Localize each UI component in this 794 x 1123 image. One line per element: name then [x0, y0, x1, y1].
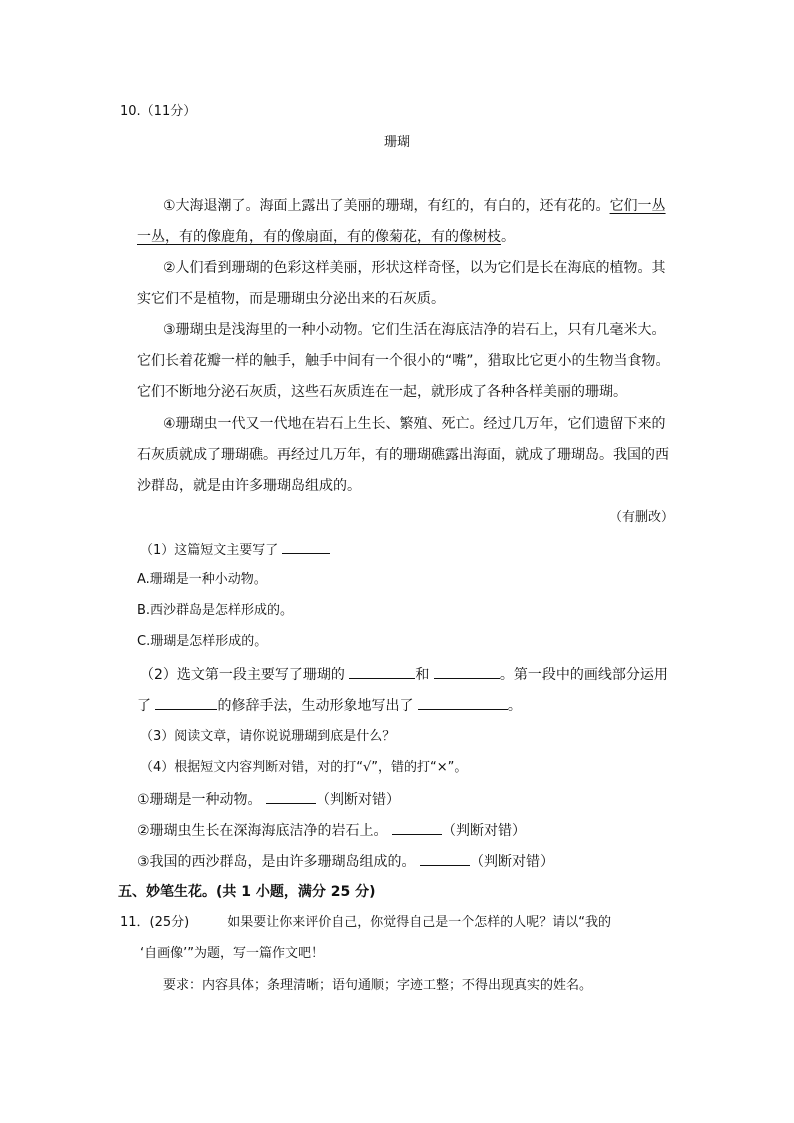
q1-option-c: C.珊瑚是怎样形成的。: [137, 634, 268, 649]
q2-text-e: 的修辞手法，生动形象地写出了: [217, 698, 414, 714]
question-number: 10.（11分）: [120, 104, 197, 119]
answer-blank[interactable]: [418, 695, 508, 710]
q2-text-a: （2）选文第一段主要写了珊瑚的: [140, 667, 345, 683]
q2-text-b: 和: [415, 667, 430, 683]
q11-line-1: [120, 913, 611, 933]
q1-stem: [140, 539, 330, 561]
answer-blank[interactable]: [434, 664, 500, 679]
source-note: （有删改）: [608, 510, 674, 525]
q2-line-2: [137, 695, 522, 716]
answer-blank[interactable]: [392, 820, 442, 835]
underlined-sentence: 它们一丛: [609, 198, 666, 214]
q4-item-3: [137, 851, 554, 872]
q11-number: 11．(25分): [120, 915, 190, 930]
paragraph-2-line-2: 实它们不是植物，而是珊瑚虫分泌出来的石灰质。: [137, 291, 445, 307]
passage-title: 珊瑚: [383, 135, 410, 150]
q1-option-a: A.珊瑚是一种小动物。: [137, 572, 267, 587]
q11-prompt: 如果要让你来评价自己，你觉得自己是一个怎样的人呢？请以“我的: [227, 915, 611, 930]
q11-requirements: 要求：内容具体；条理清晰；语句通顺；字迹工整；不得出现真实的姓名。: [163, 978, 593, 993]
paragraph-1-line-1: [163, 196, 666, 216]
q11-line-2: ‘自画像’”为题，写一篇作文吧！: [140, 946, 324, 961]
q4-item-1: [137, 789, 400, 810]
answer-blank[interactable]: [266, 789, 316, 804]
paragraph-4-line-3: 沙群岛，就是由许多珊瑚岛组成的。: [137, 478, 361, 494]
paragraph-3-line-2: 它们长着花瓣一样的触手，触手中间有一个很小的“嘴”，猎取比它更小的生物当食物。: [137, 353, 670, 369]
q1-text: （1）这篇短文主要写了: [140, 543, 279, 558]
q2-text-f: 。: [507, 698, 522, 714]
q4-item-text: ③我国的西沙群岛，是由许多珊瑚岛组成的。: [137, 854, 416, 870]
paragraph-2-line-1: ②人们看到珊瑚的色彩这样美丽，形状这样奇怪，以为它们是长在海底的植物。其: [163, 260, 666, 276]
q4-stem: （4）根据短文内容判断对错，对的打“√”，错的打“×”。: [140, 760, 468, 775]
judge-suffix: （判断对错）: [470, 854, 555, 870]
answer-blank[interactable]: [155, 695, 217, 710]
answer-blank[interactable]: [420, 851, 470, 866]
paragraph-3-line-1: ③珊瑚虫是浅海里的一种小动物。它们生活在海底洁净的岩石上，只有几毫米大。: [163, 322, 666, 338]
underlined-sentence-cont: 一丛，有的像鹿角，有的像扇面，有的像菊花，有的像树枝: [137, 229, 501, 245]
answer-blank[interactable]: [282, 539, 330, 554]
q3-stem: （3）阅读文章，请你说说珊瑚到底是什么？: [140, 729, 396, 744]
paragraph-4-line-1: ④珊瑚虫一代又一代地在岩石上生长、繁殖、死亡。经过几万年，它们遗留下来的: [163, 416, 666, 432]
judge-suffix: （判断对错）: [316, 792, 401, 808]
q2-text-d: 了: [137, 698, 151, 714]
paragraph-3-line-3: 它们不断地分泌石灰质，这些石灰质连在一起，就形成了各种各样美丽的珊瑚。: [137, 384, 627, 400]
paragraph-1-line-2: [137, 227, 515, 247]
judge-suffix: （判断对错）: [442, 823, 527, 839]
q4-item-text: ①珊瑚是一种动物。: [137, 792, 262, 808]
q2-text-c: 。第一段中的画线部分运用: [499, 667, 668, 683]
q2-line-1: [140, 664, 668, 685]
q4-item-2: [137, 820, 526, 841]
period: 。: [501, 229, 515, 245]
q4-item-text: ②珊瑚虫生长在深海海底洁净的岩石上。: [137, 823, 388, 839]
q1-option-b: B.西沙群岛是怎样形成的。: [137, 603, 294, 618]
paragraph-4-line-2: 石灰质就成了珊瑚礁。再经过几万年，有的珊瑚礁露出海面，就成了珊瑚岛。我国的西: [137, 447, 669, 463]
answer-blank[interactable]: [349, 664, 415, 679]
section-5-heading: 五、妙笔生花。(共 1 小题，满分 25 分): [118, 884, 376, 900]
paragraph-1-text: ①大海退潮了。海面上露出了美丽的珊瑚，有红的，有白的，还有花的。: [163, 198, 610, 214]
